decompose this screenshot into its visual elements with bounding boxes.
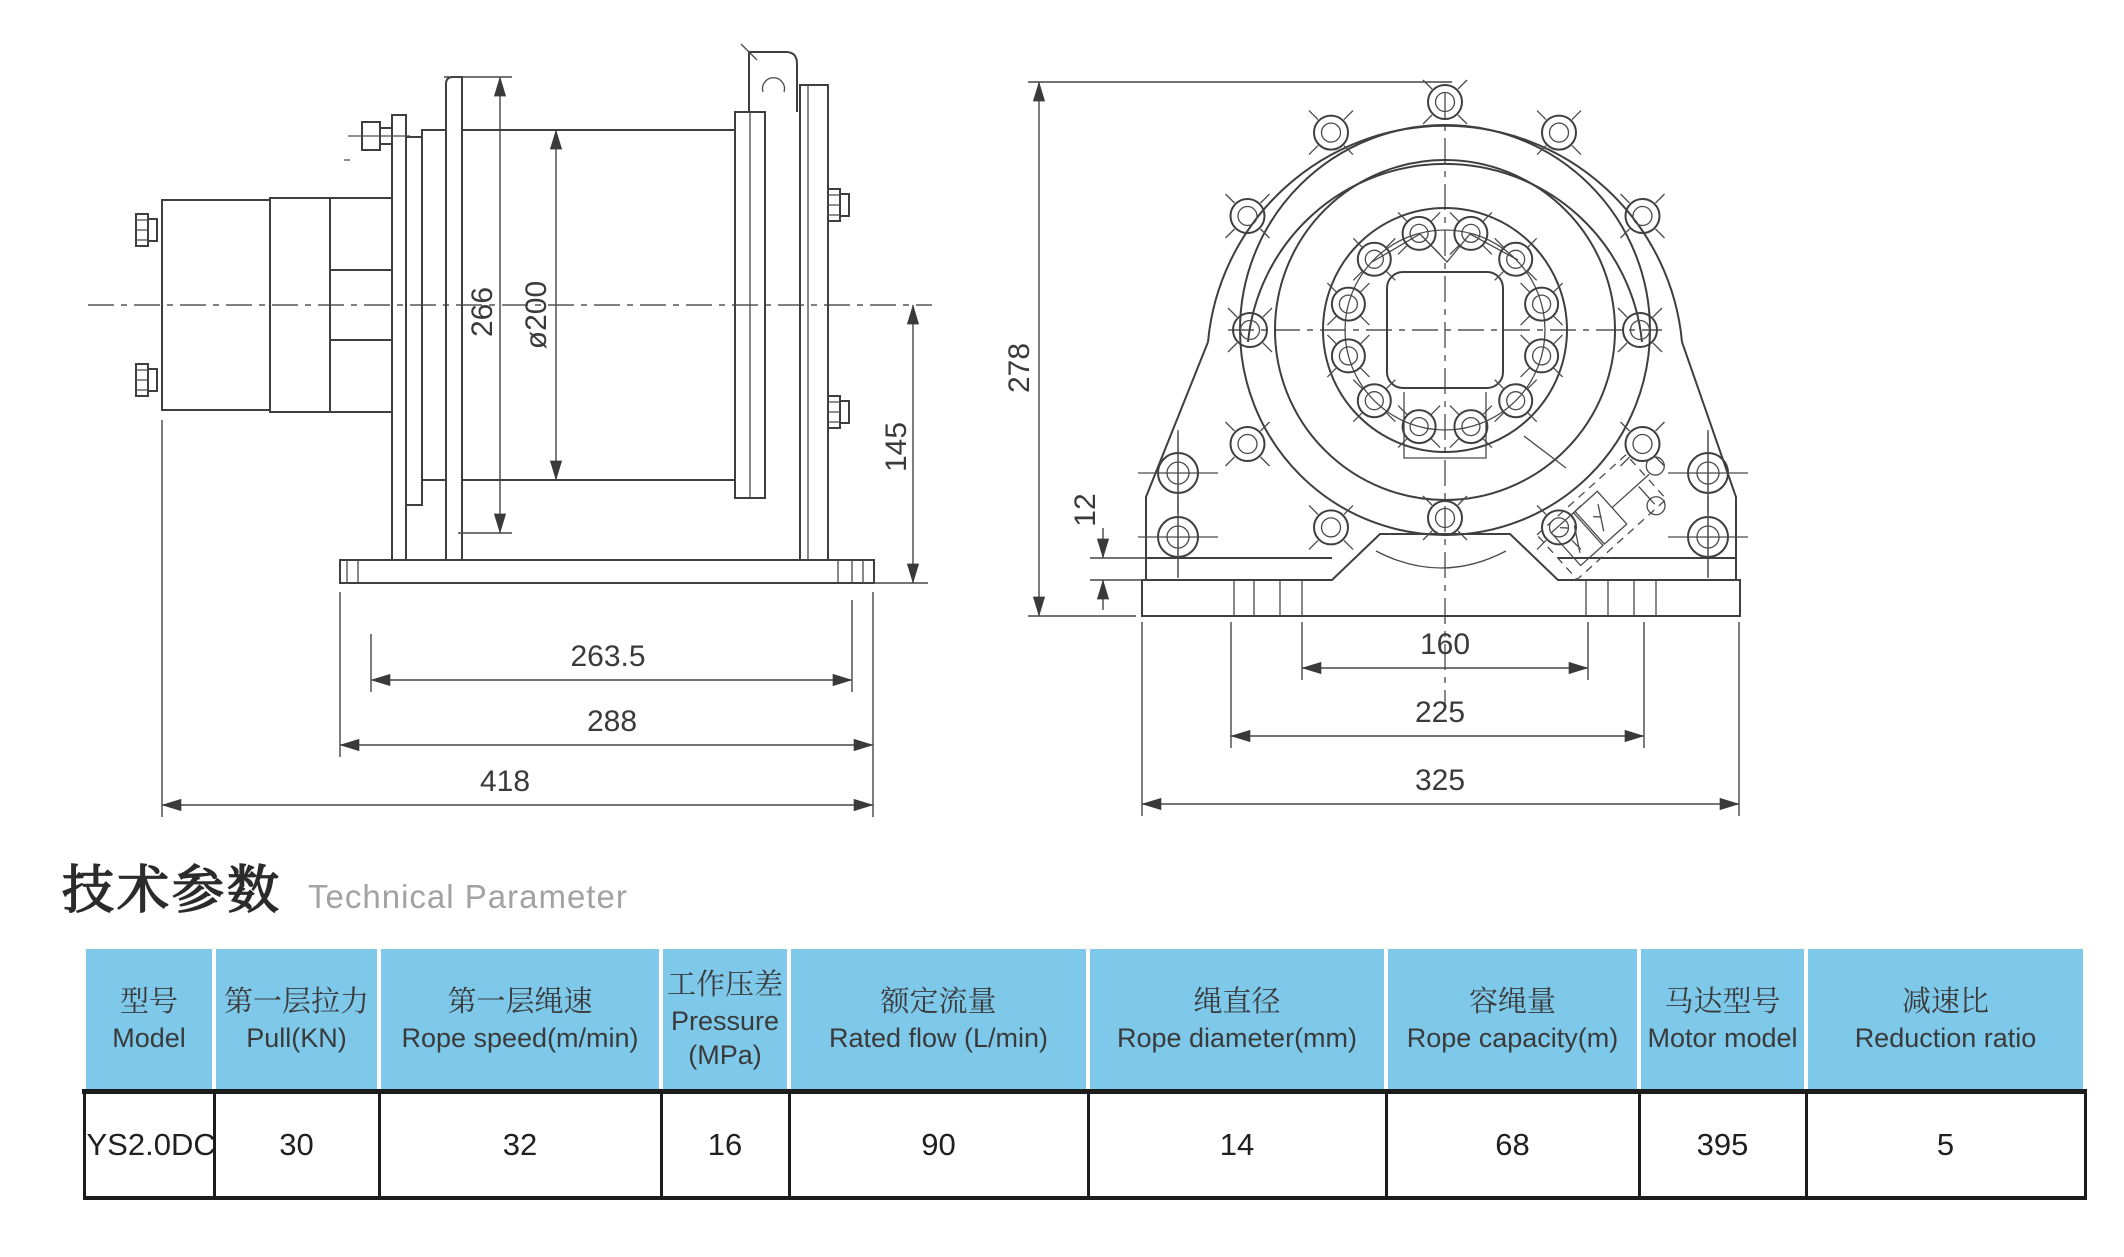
cell-rope-capacity: 68 [1386, 1092, 1639, 1199]
dim-225: 225 [1414, 696, 1466, 729]
header-zh: 容绳量 [1468, 985, 1556, 1018]
hydraulic-schematic-icon [1537, 439, 1688, 584]
dim-418: 418 [479, 765, 531, 798]
header-zh: 额定流量 [880, 985, 997, 1018]
col-header-rope-diameter [1088, 947, 1386, 1092]
header-en: Model [112, 1022, 186, 1053]
bolt-icon [136, 214, 157, 246]
bolt-icon [828, 189, 849, 221]
dim-288: 288 [586, 705, 638, 738]
header-en: Rope capacity(m) [1406, 1022, 1619, 1053]
header-en: Rope diameter(mm) [1116, 1022, 1358, 1053]
side-view-dimensions [162, 77, 928, 817]
front-view [1003, 80, 1748, 816]
col-header-motor-model [1639, 947, 1806, 1092]
dim-145: 145 [880, 421, 913, 473]
front-view-dimensions [1003, 82, 1739, 816]
dim-12: 12 [1069, 493, 1102, 527]
lifting-lug [749, 52, 797, 112]
cell-motor-model: 395 [1639, 1092, 1806, 1199]
dim-diameter-200: ø200 [520, 280, 553, 350]
header-en: Pressure [670, 1005, 780, 1036]
cell-pull: 30 [214, 1092, 379, 1199]
header-zh: 减速比 [1901, 985, 1989, 1018]
base-plate [340, 560, 874, 583]
header-zh: 工作压差 [666, 968, 783, 1001]
header-zh: 型号 [119, 985, 178, 1018]
section-heading [62, 848, 628, 923]
header-en: Rope speed(m/min) [401, 1022, 639, 1053]
dim-325: 325 [1414, 764, 1466, 797]
header-zh: 第一层拉力 [223, 985, 369, 1018]
header-en2: (MPa) [688, 1039, 762, 1070]
header-zh: 第一层绳速 [447, 985, 593, 1018]
dim-263-5: 263.5 [570, 640, 646, 673]
header-en: Pull(KN) [246, 1022, 347, 1053]
side-view [88, 44, 932, 817]
col-header-rope-speed [379, 947, 661, 1092]
col-header-pressure [661, 947, 789, 1092]
bolt-icon [136, 364, 157, 396]
cell-rope-diameter: 14 [1088, 1092, 1386, 1199]
header-zh: 马达型号 [1664, 985, 1781, 1018]
cell-reduction-ratio: 5 [1806, 1092, 2085, 1199]
drum-flange-left [446, 77, 462, 560]
table-data-row [84, 1092, 2085, 1199]
heading-en: Technical Parameter [308, 878, 628, 915]
cell-pressure: 16 [661, 1092, 789, 1199]
header-en: Motor model [1647, 1022, 1798, 1053]
cell-rope-speed: 32 [379, 1092, 661, 1199]
dim-266: 266 [466, 286, 499, 338]
header-zh: 绳直径 [1193, 985, 1281, 1018]
parameter-table [82, 945, 2087, 1200]
header-en: Reduction ratio [1854, 1022, 2037, 1053]
support-plate [800, 85, 828, 560]
heading-zh: 技术参数 [62, 862, 283, 920]
bolt-icon [828, 396, 849, 428]
dim-278: 278 [1003, 342, 1036, 394]
header-en: Rated flow (L/min) [828, 1022, 1049, 1053]
dim-160: 160 [1419, 628, 1471, 661]
col-header-pull [214, 947, 379, 1092]
cell-model: YS2.0DC [84, 1092, 214, 1199]
col-header-reduction-ratio [1806, 947, 2085, 1092]
col-header-rated-flow [789, 947, 1088, 1092]
col-header-model [84, 947, 214, 1092]
cell-rated-flow: 90 [789, 1092, 1088, 1199]
table-header-row [84, 947, 2085, 1092]
base-plate [1142, 534, 1740, 616]
col-header-rope-capacity [1386, 947, 1639, 1092]
